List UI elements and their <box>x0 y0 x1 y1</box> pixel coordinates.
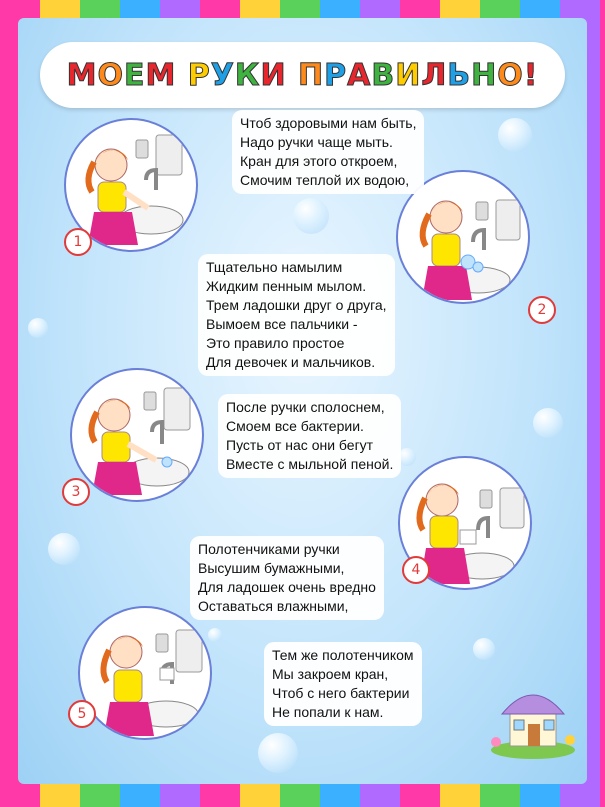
step-number: 5 <box>68 700 96 728</box>
verse-line: Вымоем все пальчики - <box>206 316 358 332</box>
title-letter: И <box>260 57 287 93</box>
house-icon <box>488 670 578 760</box>
title-letter: М <box>145 57 177 93</box>
girl-closing-tap-icon <box>80 608 210 738</box>
title-letter: В <box>371 57 396 93</box>
bubble <box>498 118 532 152</box>
bubble <box>258 733 298 773</box>
title-letter <box>176 58 187 93</box>
title-letter: Р <box>324 57 348 93</box>
verse-line: Смочим теплой их водою, <box>240 172 410 188</box>
verse-line: Жидким пенным мылом. <box>206 278 367 294</box>
poster <box>18 18 587 784</box>
title-letter: У <box>210 57 235 93</box>
title-letter: Ь <box>447 57 472 93</box>
verse-line: Оставаться влажными, <box>198 598 349 614</box>
verse-line: Тем же полотенчиком <box>272 647 414 663</box>
verse-line: Не попали к нам. <box>272 704 384 720</box>
verse-line: Полотенчиками ручки <box>198 541 340 557</box>
step-number: 2 <box>528 296 556 324</box>
title-letter: И <box>395 57 422 93</box>
title-letter: Н <box>471 57 498 93</box>
title-letter: О <box>97 57 124 93</box>
step-number: 4 <box>402 556 430 584</box>
verse-line: Вместе с мыльной пеной. <box>226 456 394 472</box>
verse-line: Тщательно намылим <box>206 259 343 275</box>
verse-line: Это правило простое <box>206 335 345 351</box>
step-number: 1 <box>64 228 92 256</box>
verse-3 <box>218 394 401 478</box>
verse-5 <box>264 642 422 726</box>
step-illustration-3 <box>70 368 204 502</box>
title-letter: А <box>347 57 372 93</box>
bubble <box>473 638 495 660</box>
verse-1 <box>232 110 424 194</box>
title-letter: П <box>298 57 325 93</box>
verse-line: Смоем все бактерии. <box>226 418 364 434</box>
verse-4 <box>190 536 384 620</box>
verse-line: Пусть от нас они бегут <box>226 437 374 453</box>
bubble <box>533 408 563 438</box>
verse-line: Трем ладошки друг о друга, <box>206 297 387 313</box>
title-letter: Е <box>123 57 146 93</box>
title-letter: Р <box>187 57 211 93</box>
bubble <box>28 318 48 338</box>
page-title <box>40 42 565 108</box>
title-letter <box>287 58 298 93</box>
girl-rinsing-hands-icon <box>72 370 202 500</box>
verse-line: Мы закроем кран, <box>272 666 389 682</box>
bubble <box>208 628 222 642</box>
verse-line: Надо ручки чаще мыть. <box>240 134 393 150</box>
verse-line: После ручки сполоснем, <box>226 399 385 415</box>
bubble <box>293 198 329 234</box>
verse-line: Чтоб здоровыми нам быть, <box>240 115 417 131</box>
title-letter: О <box>497 57 524 93</box>
verse-2 <box>198 254 395 376</box>
step-number: 3 <box>62 478 90 506</box>
title-letter: Л <box>421 57 448 93</box>
step-illustration-5 <box>78 606 212 740</box>
verse-line: Высушим бумажными, <box>198 560 345 576</box>
bubble <box>48 533 80 565</box>
title-letter: К <box>234 57 261 93</box>
verse-line: Кран для этого откроем, <box>240 153 398 169</box>
title-letter: ! <box>523 57 539 93</box>
verse-line: Для ладошек очень вредно <box>198 579 376 595</box>
title-letter: М <box>66 57 98 93</box>
verse-line: Для девочек и мальчиков. <box>206 354 376 370</box>
verse-line: Чтоб с него бактерии <box>272 685 410 701</box>
